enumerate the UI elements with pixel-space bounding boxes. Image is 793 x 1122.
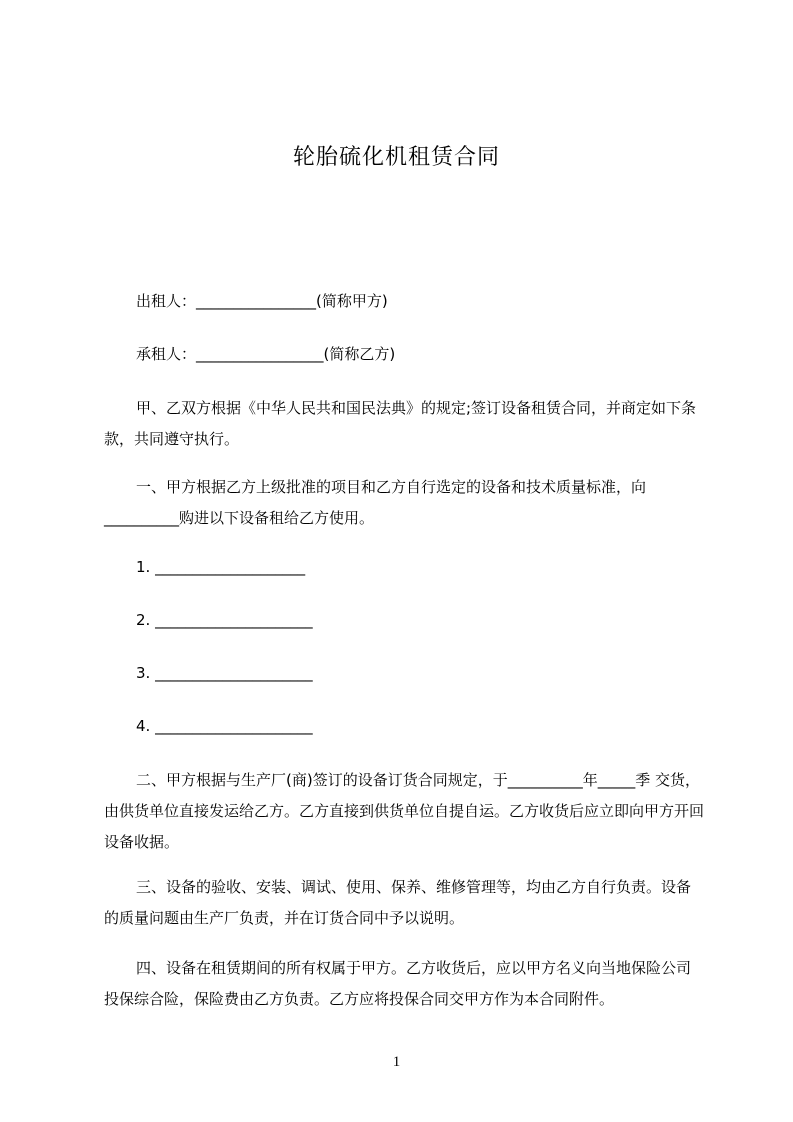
clause-4-paragraph: 四、设备在租赁期间的所有权属于甲方。乙方收货后，应以甲方名义向当地保险公司投保综合险，保险费由乙方负责。乙方应将投保合同交甲方作为本合同附件。 [104, 959, 692, 1008]
document-title: 轮胎硫化机租赁合同 [292, 145, 500, 170]
list-item-2: 2. _____________________ [136, 611, 313, 629]
list-item-1: 1. ____________________ [136, 558, 306, 576]
preamble-paragraph: 甲、乙双方根据《中华人民共和国民法典》的规定;签订设备租赁合同，并商定如下条款，共同遵守执行。 [104, 399, 697, 448]
clause-1-paragraph: 一、甲方根据乙方上级批准的项目和乙方自行选定的设备和技术质量标准，向__________购进以下设备租给乙方使用。 [104, 478, 647, 527]
list-item-4: 4. _____________________ [136, 717, 313, 735]
page-number: 1 [392, 1054, 401, 1070]
clause-2-paragraph: 二、甲方根据与生产厂(商)签订的设备订货合同规定，于__________年_____季 交货，由供货单位直接发运给乙方。乙方直接到供货单位自提自运。乙方收货后应立即向甲方开回设备收据。 [104, 771, 705, 851]
lessor-line: 出租人：________________(简称甲方) [136, 292, 388, 310]
clause-3-paragraph: 三、设备的验收、安装、调试、使用、保养、维修管理等，均由乙方自行负责。设备的质量问题由生产厂负责，并在订货合同中予以说明。 [104, 878, 692, 927]
lessee-line: 承租人：_________________(简称乙方) [136, 345, 396, 363]
list-item-3: 3. _____________________ [136, 664, 313, 682]
